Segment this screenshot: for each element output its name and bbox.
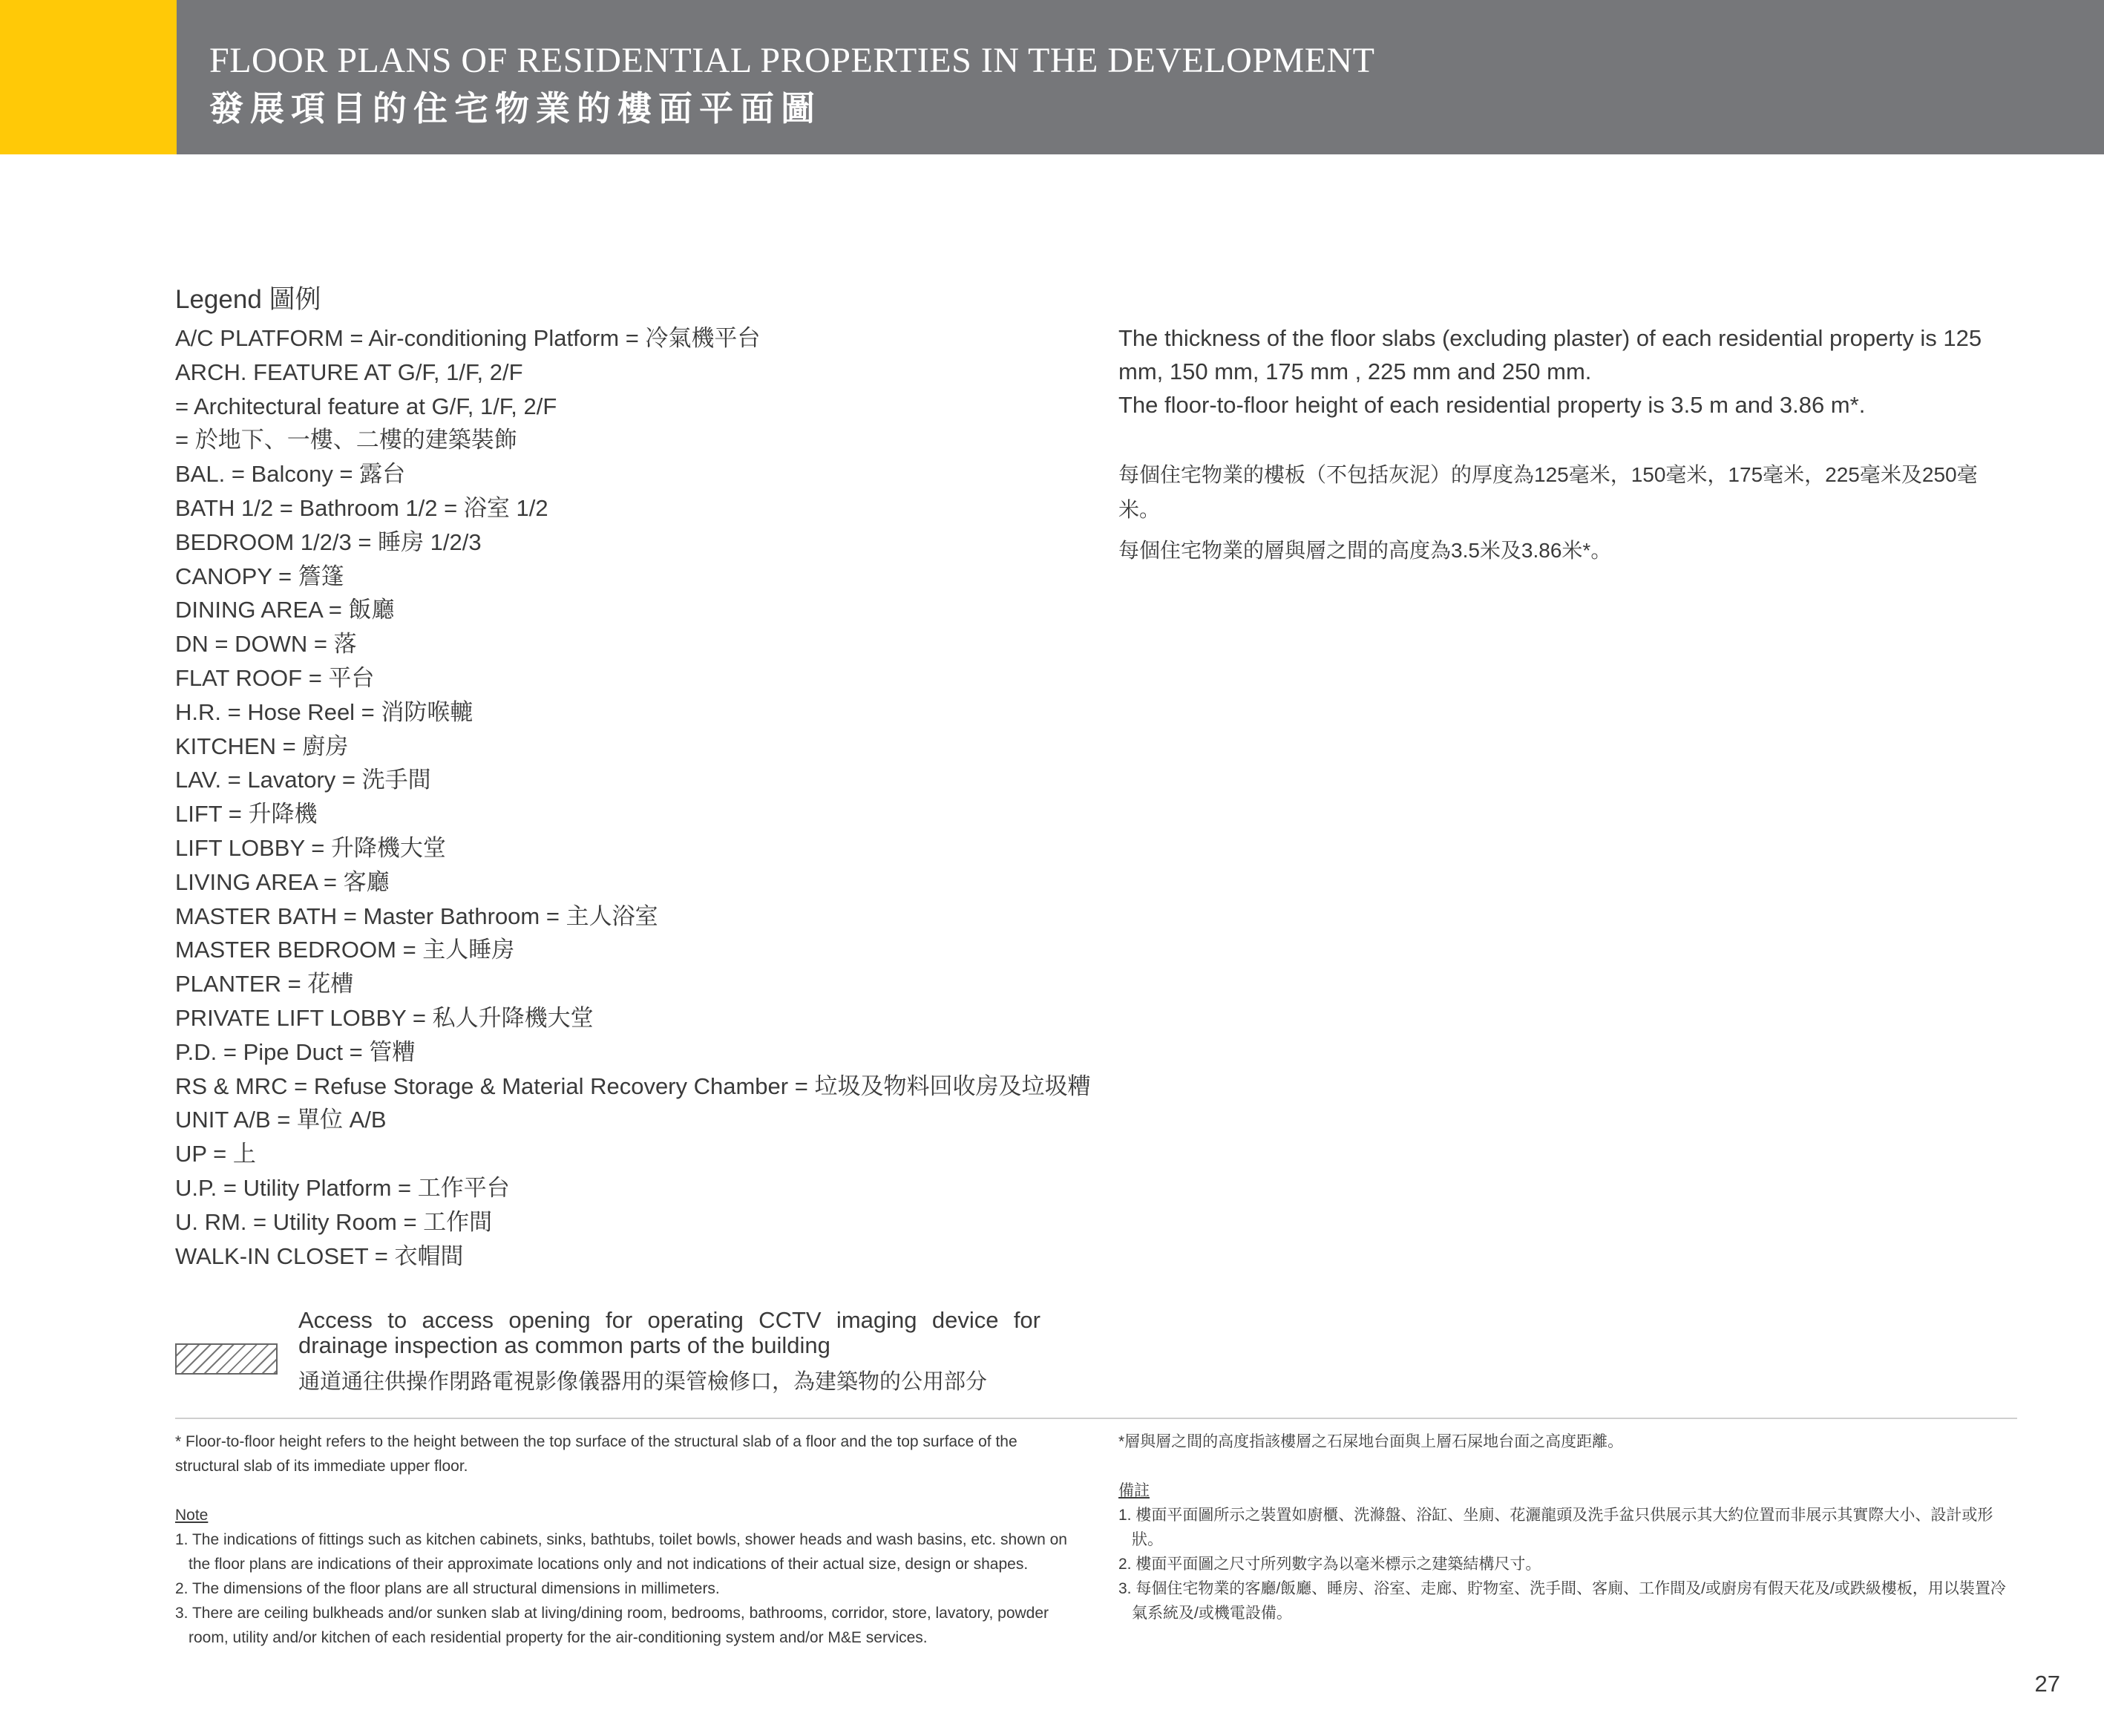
cctv-access-description-en: Access to access opening for operating CCTV imaging device for drainage inspection as common parts of the building [298, 1307, 1040, 1358]
legend-item: RS & MRC = Refuse Storage & Material Recovery Chamber = 垃圾及物料回收房及垃圾糟 [175, 1072, 1091, 1099]
floor-height-zh: 每個住宅物業的層與層之間的高度為3.5米及3.86米*。 [1118, 539, 1612, 562]
legend-item: LAV. = Lavatory = 洗手間 [175, 767, 431, 793]
page-title-en: FLOOR PLANS OF RESIDENTIAL PROPERTIES IN THE DEVELOPMENT [209, 41, 1375, 80]
footnotes-en [175, 1429, 1072, 1650]
slab-thickness-zh: 每個住宅物業的樓板（不包括灰泥）的厚度為125毫米，150毫米，175毫米，225毫米及250毫米。 [1118, 463, 1978, 521]
asterisk-note-en: * Floor-to-floor height refers to the height between the top surface of the structural slab of a floor and the top surface of the structural slab of its immediate upper floor. [175, 1433, 1017, 1475]
slab-thickness-en: The thickness of the floor slabs (excluding plaster) of each residential property is 125 mm, 150 mm, 175 mm , 225 mm and 250 mm. [1118, 325, 1982, 384]
note-item-en: 2. The dimensions of the floor plans are all structural dimensions in millimeters. [175, 1580, 720, 1597]
footnotes-zh [1118, 1429, 2018, 1625]
floor-height-en: The floor-to-floor height of each residential property is 3.5 m and 3.86 m*. [1118, 392, 1866, 418]
note-label-zh: 備註 [1118, 1482, 1150, 1499]
legend-item: FLAT ROOF = 平台 [175, 664, 375, 691]
legend-item: MASTER BATH = Master Bathroom = 主人浴室 [175, 903, 658, 929]
header-accent-block [0, 0, 177, 154]
note-item-zh: 2. 樓面平面圖之尺寸所列數字為以毫米標示之建築結構尺寸。 [1118, 1556, 1541, 1573]
note-label-en: Note [175, 1507, 209, 1524]
legend-item: DN = DOWN = 落 [175, 631, 357, 658]
legend-item: LIFT = 升降機 [175, 801, 318, 828]
legend-item: UP = 上 [175, 1141, 256, 1167]
note-item-zh: 3. 每個住宅物業的客廳/飯廳、睡房、浴室、走廊、貯物室、洗手間、客廁、工作間及/或廚房有假天花及/或跌級樓板，用以裝置冷氣系統及/或機電設備。 [1118, 1580, 2006, 1622]
legend-item: MASTER BEDROOM = 主人睡房 [175, 937, 515, 963]
note-item-en: 1. The indications of fittings such as kitchen cabinets, sinks, bathtubs, toilet bowls, shower heads and wash basins, etc. shown on the floor plans are indications of their approximate locations only and not indications of their actual size, design or shapes. [175, 1531, 1067, 1573]
cctv-access-description-zh: 通道通往供操作閉路電視影像儀器用的渠管檢修口，為建築物的公用部分 [298, 1370, 988, 1394]
legend-list [175, 321, 1090, 1273]
legend-item: BATH 1/2 = Bathroom 1/2 = 浴室 1/2 [175, 494, 548, 521]
note-item-en: 3. There are ceiling bulkheads and/or sunken slab at living/dining room, bedrooms, bathrooms, corridor, store, lavatory, powder room, utility and/or kitchen of each residential property for the air-conditioning system and/or M&E services. [175, 1605, 1049, 1646]
legend-item: LIFT LOBBY = 升降機大堂 [175, 834, 446, 861]
legend-item: BAL. = Balcony = 露台 [175, 461, 406, 488]
legend-item: PLANTER = 花槽 [175, 971, 354, 998]
legend-item: = 於地下、一樓、二樓的建築裝飾 [175, 427, 517, 453]
divider [175, 1418, 2017, 1419]
legend-item: = Architectural feature at G/F, 1/F, 2/F [175, 393, 557, 419]
legend-item: P.D. = Pipe Duct = 管糟 [175, 1038, 416, 1065]
legend-item: DINING AREA = 飯廳 [175, 597, 395, 623]
legend-heading: Legend 圖例 [175, 285, 321, 314]
legend-item: A/C PLATFORM = Air-conditioning Platform = 冷氣機平台 [175, 325, 761, 351]
hatched-area-symbol [175, 1343, 278, 1375]
legend-item: BEDROOM 1/2/3 = 睡房 1/2/3 [175, 528, 482, 555]
page-number: 27 [2034, 1671, 2060, 1697]
legend-item: WALK-IN CLOSET = 衣帽間 [175, 1242, 464, 1269]
legend-item: LIVING AREA = 客廳 [175, 868, 390, 895]
asterisk-note-zh: *層與層之間的高度指該樓層之石屎地台面與上層石屎地台面之高度距離。 [1118, 1433, 1624, 1450]
legend-item: H.R. = Hose Reel = 消防喉轆 [175, 698, 473, 725]
legend-item: KITCHEN = 廚房 [175, 733, 349, 759]
note-item-zh: 1. 樓面平面圖所示之裝置如廚櫃、洗滌盤、浴缸、坐廁、花灑龍頭及洗手盆只供展示其大約位置而非展示其實際大小、設計或形狀。 [1118, 1507, 1993, 1548]
legend-item: UNIT A/B = 單位 A/B [175, 1107, 387, 1133]
page-title-zh: 發展項目的住宅物業的樓面平面圖 [209, 88, 822, 128]
legend-item: CANOPY = 簷篷 [175, 563, 344, 589]
legend-item: ARCH. FEATURE AT G/F, 1/F, 2/F [175, 358, 523, 385]
legend-item: U. RM. = Utility Room = 工作間 [175, 1208, 493, 1235]
slab-info [1118, 321, 2018, 568]
legend-item: PRIVATE LIFT LOBBY = 私人升降機大堂 [175, 1004, 594, 1031]
legend-item: U.P. = Utility Platform = 工作平台 [175, 1174, 510, 1201]
